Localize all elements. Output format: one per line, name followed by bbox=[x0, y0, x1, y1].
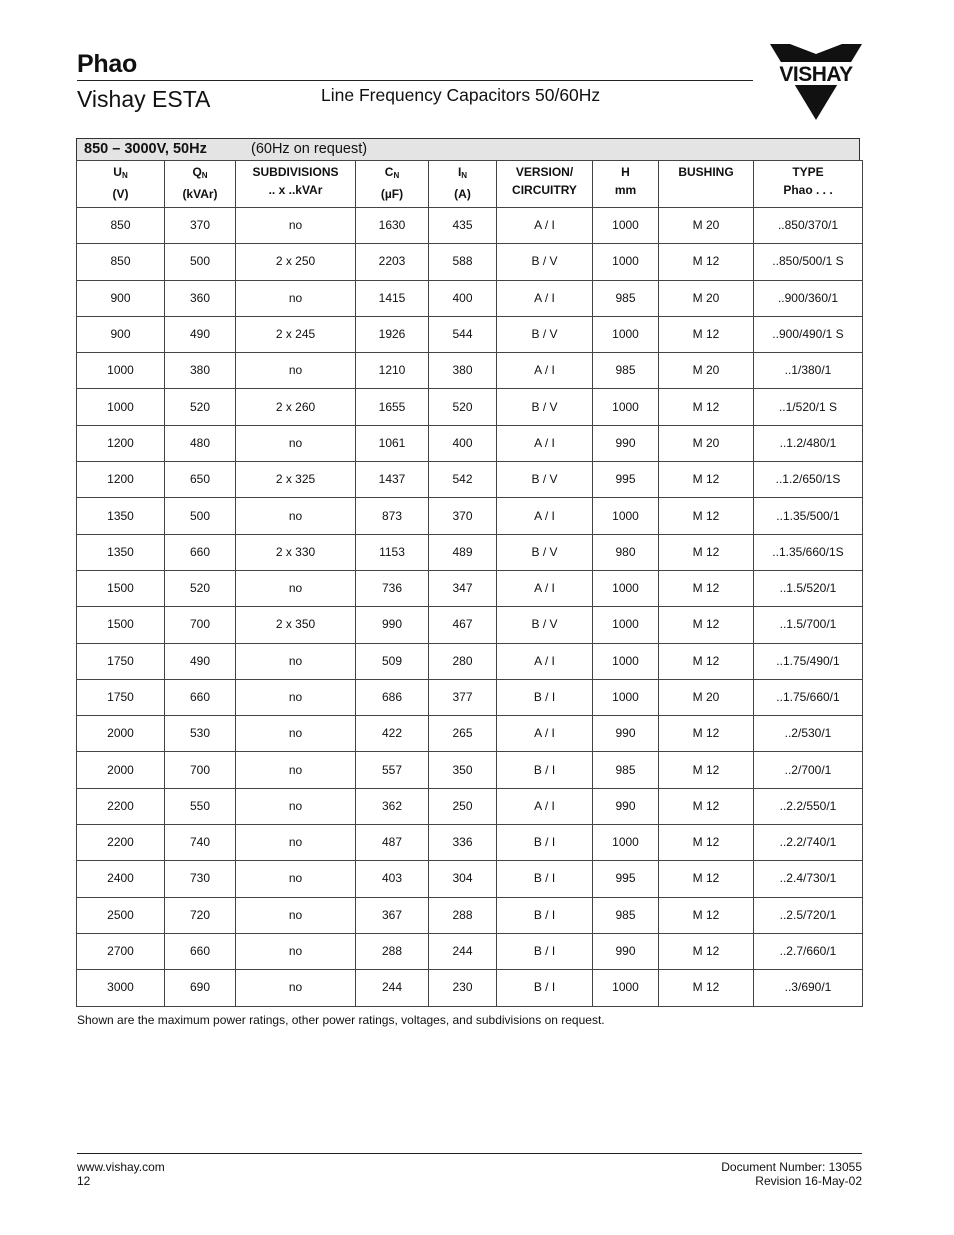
table-cell: M 12 bbox=[659, 752, 754, 788]
column-header bbox=[659, 161, 754, 208]
table-cell: 435 bbox=[429, 208, 497, 244]
table-cell: 730 bbox=[165, 861, 236, 897]
table-row bbox=[77, 607, 863, 643]
table-cell: 2 x 250 bbox=[236, 244, 356, 280]
table-cell: 1350 bbox=[77, 498, 165, 534]
table-cell: 1153 bbox=[356, 534, 429, 570]
table-cell: 1000 bbox=[593, 643, 659, 679]
table-cell: 995 bbox=[593, 462, 659, 498]
table-cell: 2 x 325 bbox=[236, 462, 356, 498]
table-cell: 2200 bbox=[77, 788, 165, 824]
table-cell: 1000 bbox=[593, 389, 659, 425]
footer-right bbox=[721, 1160, 862, 1188]
table-cell: 1000 bbox=[593, 679, 659, 715]
footnote: Shown are the maximum power ratings, other power ratings, voltages, and subdivisions on request. bbox=[77, 1013, 605, 1027]
table-cell: 2400 bbox=[77, 861, 165, 897]
column-header-label bbox=[236, 163, 355, 181]
column-header bbox=[497, 161, 593, 208]
table-row bbox=[77, 788, 863, 824]
table-cell: 900 bbox=[77, 316, 165, 352]
table-cell: M 12 bbox=[659, 389, 754, 425]
table-cell: 990 bbox=[593, 788, 659, 824]
table-cell: M 12 bbox=[659, 607, 754, 643]
document-number: Document Number: 13055 bbox=[721, 1160, 862, 1174]
table-cell: 400 bbox=[429, 280, 497, 316]
table-cell: no bbox=[236, 752, 356, 788]
table-cell: 362 bbox=[356, 788, 429, 824]
table-cell: 480 bbox=[165, 425, 236, 461]
column-header-label bbox=[77, 163, 164, 185]
column-header-symbol: VERSION/ bbox=[515, 165, 574, 179]
table-cell: 304 bbox=[429, 861, 497, 897]
table-cell: ..1.2/480/1 bbox=[754, 425, 863, 461]
section-heading bbox=[76, 138, 860, 160]
column-header-symbol: H bbox=[621, 165, 630, 179]
section-voltage-range: 850 – 3000V, 50Hz bbox=[84, 141, 207, 157]
table-cell: M 12 bbox=[659, 716, 754, 752]
table-cell: A / I bbox=[497, 643, 593, 679]
table-cell: ..3/690/1 bbox=[754, 970, 863, 1006]
section-frequency-note: (60Hz on request) bbox=[251, 141, 368, 157]
table-cell: 650 bbox=[165, 462, 236, 498]
column-header-unit: (A) bbox=[454, 187, 471, 201]
table-cell: 2200 bbox=[77, 825, 165, 861]
table-cell: M 12 bbox=[659, 462, 754, 498]
table-cell: 736 bbox=[356, 570, 429, 606]
table-cell: 336 bbox=[429, 825, 497, 861]
table-cell: 490 bbox=[165, 316, 236, 352]
table-cell: 230 bbox=[429, 970, 497, 1006]
table-cell: B / I bbox=[497, 825, 593, 861]
column-header-symbol: BUSHING bbox=[678, 165, 734, 179]
table-cell: 370 bbox=[165, 208, 236, 244]
table-cell: A / I bbox=[497, 353, 593, 389]
table-cell: 520 bbox=[165, 570, 236, 606]
table-row bbox=[77, 825, 863, 861]
column-header-label bbox=[593, 163, 658, 181]
table-cell: ..2.2/740/1 bbox=[754, 825, 863, 861]
table-cell: 990 bbox=[593, 933, 659, 969]
table-cell: M 12 bbox=[659, 570, 754, 606]
column-header-subscript: N bbox=[201, 171, 208, 180]
table-cell: 690 bbox=[165, 970, 236, 1006]
table-cell: 1000 bbox=[593, 607, 659, 643]
table-cell: no bbox=[236, 716, 356, 752]
table-cell: 377 bbox=[429, 679, 497, 715]
table-cell: ..1.35/660/1S bbox=[754, 534, 863, 570]
table-cell: 990 bbox=[593, 425, 659, 461]
table-row bbox=[77, 570, 863, 606]
table-cell: 2 x 260 bbox=[236, 389, 356, 425]
column-header-label bbox=[754, 163, 862, 181]
table-cell: 1000 bbox=[593, 570, 659, 606]
table-cell: 1200 bbox=[77, 462, 165, 498]
table-cell: 850 bbox=[77, 244, 165, 280]
column-header-label bbox=[165, 163, 235, 185]
column-header-symbol: C bbox=[384, 165, 394, 179]
revision-date: Revision 16-May-02 bbox=[755, 1174, 862, 1188]
table-row bbox=[77, 389, 863, 425]
column-header-label bbox=[356, 163, 428, 185]
table-cell: 422 bbox=[356, 716, 429, 752]
table-row bbox=[77, 353, 863, 389]
table-cell: 1750 bbox=[77, 643, 165, 679]
table-header bbox=[77, 161, 863, 208]
table-cell: 380 bbox=[429, 353, 497, 389]
table-cell: B / I bbox=[497, 679, 593, 715]
table-cell: M 20 bbox=[659, 425, 754, 461]
table-cell: ..900/490/1 S bbox=[754, 316, 863, 352]
table-cell: 660 bbox=[165, 679, 236, 715]
table-cell: ..1/380/1 bbox=[754, 353, 863, 389]
table-cell: 520 bbox=[429, 389, 497, 425]
table-cell: ..850/500/1 S bbox=[754, 244, 863, 280]
table-cell: 2000 bbox=[77, 752, 165, 788]
column-header-unit: CIRCUITRY bbox=[512, 183, 577, 197]
table-cell: A / I bbox=[497, 208, 593, 244]
table-cell: 1210 bbox=[356, 353, 429, 389]
table-cell: 542 bbox=[429, 462, 497, 498]
table-cell: B / I bbox=[497, 752, 593, 788]
table-cell: 1200 bbox=[77, 425, 165, 461]
table-cell: M 12 bbox=[659, 643, 754, 679]
table-cell: 530 bbox=[165, 716, 236, 752]
table-cell: 557 bbox=[356, 752, 429, 788]
table-cell: M 12 bbox=[659, 316, 754, 352]
table-cell: 2000 bbox=[77, 716, 165, 752]
table-cell: 520 bbox=[165, 389, 236, 425]
table-cell: 985 bbox=[593, 280, 659, 316]
footer-rule bbox=[77, 1153, 862, 1154]
table-cell: 288 bbox=[429, 897, 497, 933]
table-cell: 244 bbox=[356, 970, 429, 1006]
document-title: Line Frequency Capacitors 50/60Hz bbox=[321, 85, 601, 105]
table-cell: no bbox=[236, 861, 356, 897]
table-cell: 660 bbox=[165, 534, 236, 570]
table-cell: 1000 bbox=[593, 244, 659, 280]
table-cell: 740 bbox=[165, 825, 236, 861]
column-header-unit: (V) bbox=[112, 187, 129, 201]
table-row bbox=[77, 933, 863, 969]
table-cell: 660 bbox=[165, 933, 236, 969]
table-cell: 1000 bbox=[593, 316, 659, 352]
table-cell: 550 bbox=[165, 788, 236, 824]
column-header-unit: .. x ..kVAr bbox=[268, 183, 323, 197]
column-header bbox=[754, 161, 863, 208]
table-cell: 2203 bbox=[356, 244, 429, 280]
table-cell: M 12 bbox=[659, 933, 754, 969]
table-cell: B / I bbox=[497, 897, 593, 933]
table-cell: M 12 bbox=[659, 788, 754, 824]
table-cell: ..1/520/1 S bbox=[754, 389, 863, 425]
table-cell: 1000 bbox=[593, 498, 659, 534]
table-cell: 1500 bbox=[77, 607, 165, 643]
column-header bbox=[356, 161, 429, 208]
table-cell: 2 x 330 bbox=[236, 534, 356, 570]
table-cell: B / V bbox=[497, 244, 593, 280]
table-cell: 370 bbox=[429, 498, 497, 534]
table-cell: no bbox=[236, 498, 356, 534]
table-cell: ..2/700/1 bbox=[754, 752, 863, 788]
column-header bbox=[593, 161, 659, 208]
table-cell: 280 bbox=[429, 643, 497, 679]
table-cell: 489 bbox=[429, 534, 497, 570]
table-cell: A / I bbox=[497, 788, 593, 824]
table-row bbox=[77, 679, 863, 715]
table-cell: no bbox=[236, 425, 356, 461]
table-cell: no bbox=[236, 825, 356, 861]
table-cell: ..850/370/1 bbox=[754, 208, 863, 244]
table-cell: no bbox=[236, 679, 356, 715]
table-cell: 490 bbox=[165, 643, 236, 679]
table-row bbox=[77, 462, 863, 498]
table-cell: 990 bbox=[593, 716, 659, 752]
table-cell: A / I bbox=[497, 425, 593, 461]
table-cell: 467 bbox=[429, 607, 497, 643]
table-cell: M 12 bbox=[659, 861, 754, 897]
table-body bbox=[77, 208, 863, 1007]
table-cell: 990 bbox=[356, 607, 429, 643]
table-cell: 1061 bbox=[356, 425, 429, 461]
table-cell: ..2.7/660/1 bbox=[754, 933, 863, 969]
table-cell: A / I bbox=[497, 498, 593, 534]
table-cell: ..1.75/490/1 bbox=[754, 643, 863, 679]
table-cell: ..900/360/1 bbox=[754, 280, 863, 316]
table-cell: M 20 bbox=[659, 280, 754, 316]
column-header-unit: (µF) bbox=[380, 187, 404, 201]
column-header-symbol: SUBDIVISIONS bbox=[252, 165, 339, 179]
table-cell: ..2.4/730/1 bbox=[754, 861, 863, 897]
footer-left bbox=[77, 1160, 165, 1188]
table-cell: 1750 bbox=[77, 679, 165, 715]
table-cell: 500 bbox=[165, 244, 236, 280]
table-cell: no bbox=[236, 208, 356, 244]
table-cell: no bbox=[236, 897, 356, 933]
table-cell: 980 bbox=[593, 534, 659, 570]
product-title: Phao bbox=[77, 50, 137, 78]
table-cell: 403 bbox=[356, 861, 429, 897]
table-cell: 1437 bbox=[356, 462, 429, 498]
column-header-subscript: N bbox=[121, 171, 128, 180]
table-row bbox=[77, 970, 863, 1006]
table-cell: 850 bbox=[77, 208, 165, 244]
column-header-symbol: Q bbox=[192, 165, 202, 179]
table-row bbox=[77, 752, 863, 788]
website-link[interactable]: www.vishay.com bbox=[77, 1160, 165, 1174]
table-cell: 1000 bbox=[593, 825, 659, 861]
column-header-symbol: I bbox=[457, 165, 462, 179]
table-cell: ..2/530/1 bbox=[754, 716, 863, 752]
table-row bbox=[77, 534, 863, 570]
header-row bbox=[77, 161, 863, 208]
table-cell: 2700 bbox=[77, 933, 165, 969]
column-header bbox=[165, 161, 236, 208]
table-cell: 900 bbox=[77, 280, 165, 316]
table-cell: 244 bbox=[429, 933, 497, 969]
table-cell: B / V bbox=[497, 462, 593, 498]
table-cell: 1655 bbox=[356, 389, 429, 425]
table-row bbox=[77, 498, 863, 534]
table-cell: ..2.5/720/1 bbox=[754, 897, 863, 933]
column-header-label bbox=[659, 163, 753, 181]
table-row bbox=[77, 280, 863, 316]
table-cell: no bbox=[236, 933, 356, 969]
company-name: Vishay ESTA bbox=[77, 86, 211, 112]
table-cell: no bbox=[236, 280, 356, 316]
table-cell: 873 bbox=[356, 498, 429, 534]
table-cell: 1000 bbox=[77, 353, 165, 389]
capacitor-table bbox=[76, 160, 863, 1007]
table-cell: 487 bbox=[356, 825, 429, 861]
page-number: 12 bbox=[77, 1174, 91, 1188]
table-cell: 588 bbox=[429, 244, 497, 280]
table-cell: 265 bbox=[429, 716, 497, 752]
table-cell: 1000 bbox=[593, 970, 659, 1006]
table-row bbox=[77, 316, 863, 352]
table-cell: B / I bbox=[497, 933, 593, 969]
table-cell: M 20 bbox=[659, 679, 754, 715]
table-cell: 350 bbox=[429, 752, 497, 788]
table-cell: 1500 bbox=[77, 570, 165, 606]
table-row bbox=[77, 208, 863, 244]
vishay-logo bbox=[770, 44, 862, 120]
table-cell: 1000 bbox=[593, 208, 659, 244]
table-cell: M 12 bbox=[659, 244, 754, 280]
table-cell: 1415 bbox=[356, 280, 429, 316]
table-cell: no bbox=[236, 788, 356, 824]
column-header-subscript: N bbox=[461, 171, 468, 180]
table-cell: 985 bbox=[593, 897, 659, 933]
table-cell: no bbox=[236, 643, 356, 679]
table-cell: 347 bbox=[429, 570, 497, 606]
table-cell: ..1.35/500/1 bbox=[754, 498, 863, 534]
table-cell: 700 bbox=[165, 752, 236, 788]
table-cell: 500 bbox=[165, 498, 236, 534]
table-cell: 288 bbox=[356, 933, 429, 969]
table-cell: M 12 bbox=[659, 534, 754, 570]
column-header-unit: Phao . . . bbox=[783, 183, 833, 197]
table-cell: A / I bbox=[497, 570, 593, 606]
table-cell: B / I bbox=[497, 861, 593, 897]
table-cell: 1630 bbox=[356, 208, 429, 244]
table-cell: 985 bbox=[593, 752, 659, 788]
table-cell: ..1.2/650/1S bbox=[754, 462, 863, 498]
table-cell: B / I bbox=[497, 970, 593, 1006]
column-header-unit: (kVAr) bbox=[182, 187, 218, 201]
table-cell: M 12 bbox=[659, 970, 754, 1006]
table-cell: 2 x 350 bbox=[236, 607, 356, 643]
table-row bbox=[77, 716, 863, 752]
table-cell: 2500 bbox=[77, 897, 165, 933]
table-cell: no bbox=[236, 970, 356, 1006]
table-cell: 985 bbox=[593, 353, 659, 389]
table-cell: 1000 bbox=[77, 389, 165, 425]
table-cell: 400 bbox=[429, 425, 497, 461]
header-rule bbox=[77, 80, 753, 81]
table-cell: 544 bbox=[429, 316, 497, 352]
table-cell: 700 bbox=[165, 607, 236, 643]
table-cell: 367 bbox=[356, 897, 429, 933]
table-cell: B / V bbox=[497, 607, 593, 643]
logo-text: VISHAY bbox=[779, 63, 853, 86]
table-cell: 360 bbox=[165, 280, 236, 316]
table-cell: 3000 bbox=[77, 970, 165, 1006]
table-cell: M 12 bbox=[659, 897, 754, 933]
column-header-symbol: U bbox=[113, 165, 122, 179]
table-cell: A / I bbox=[497, 280, 593, 316]
table-cell: M 12 bbox=[659, 498, 754, 534]
column-header-label bbox=[429, 163, 496, 185]
column-header-label bbox=[497, 163, 592, 181]
table-cell: A / I bbox=[497, 716, 593, 752]
table-cell: 1350 bbox=[77, 534, 165, 570]
table-cell: 380 bbox=[165, 353, 236, 389]
table-cell: ..1.5/700/1 bbox=[754, 607, 863, 643]
table-cell: 509 bbox=[356, 643, 429, 679]
table-cell: 250 bbox=[429, 788, 497, 824]
table-cell: no bbox=[236, 570, 356, 606]
column-header-symbol: TYPE bbox=[792, 165, 824, 179]
table-row bbox=[77, 861, 863, 897]
table-cell: B / V bbox=[497, 534, 593, 570]
table-cell: no bbox=[236, 353, 356, 389]
table-cell: 995 bbox=[593, 861, 659, 897]
table-cell: 2 x 245 bbox=[236, 316, 356, 352]
column-header bbox=[236, 161, 356, 208]
table-row bbox=[77, 244, 863, 280]
table-cell: ..1.5/520/1 bbox=[754, 570, 863, 606]
table-cell: ..2.2/550/1 bbox=[754, 788, 863, 824]
table-cell: 1926 bbox=[356, 316, 429, 352]
column-header bbox=[77, 161, 165, 208]
column-header-subscript: N bbox=[393, 171, 400, 180]
table-cell: M 12 bbox=[659, 825, 754, 861]
table-cell: 686 bbox=[356, 679, 429, 715]
table-cell: 720 bbox=[165, 897, 236, 933]
table-row bbox=[77, 897, 863, 933]
table-cell: B / V bbox=[497, 316, 593, 352]
table-cell: M 20 bbox=[659, 208, 754, 244]
table-row bbox=[77, 425, 863, 461]
table-row bbox=[77, 643, 863, 679]
table-cell: B / V bbox=[497, 389, 593, 425]
table-cell: M 20 bbox=[659, 353, 754, 389]
table-cell: ..1.75/660/1 bbox=[754, 679, 863, 715]
column-header-unit: mm bbox=[614, 183, 637, 197]
column-header bbox=[429, 161, 497, 208]
